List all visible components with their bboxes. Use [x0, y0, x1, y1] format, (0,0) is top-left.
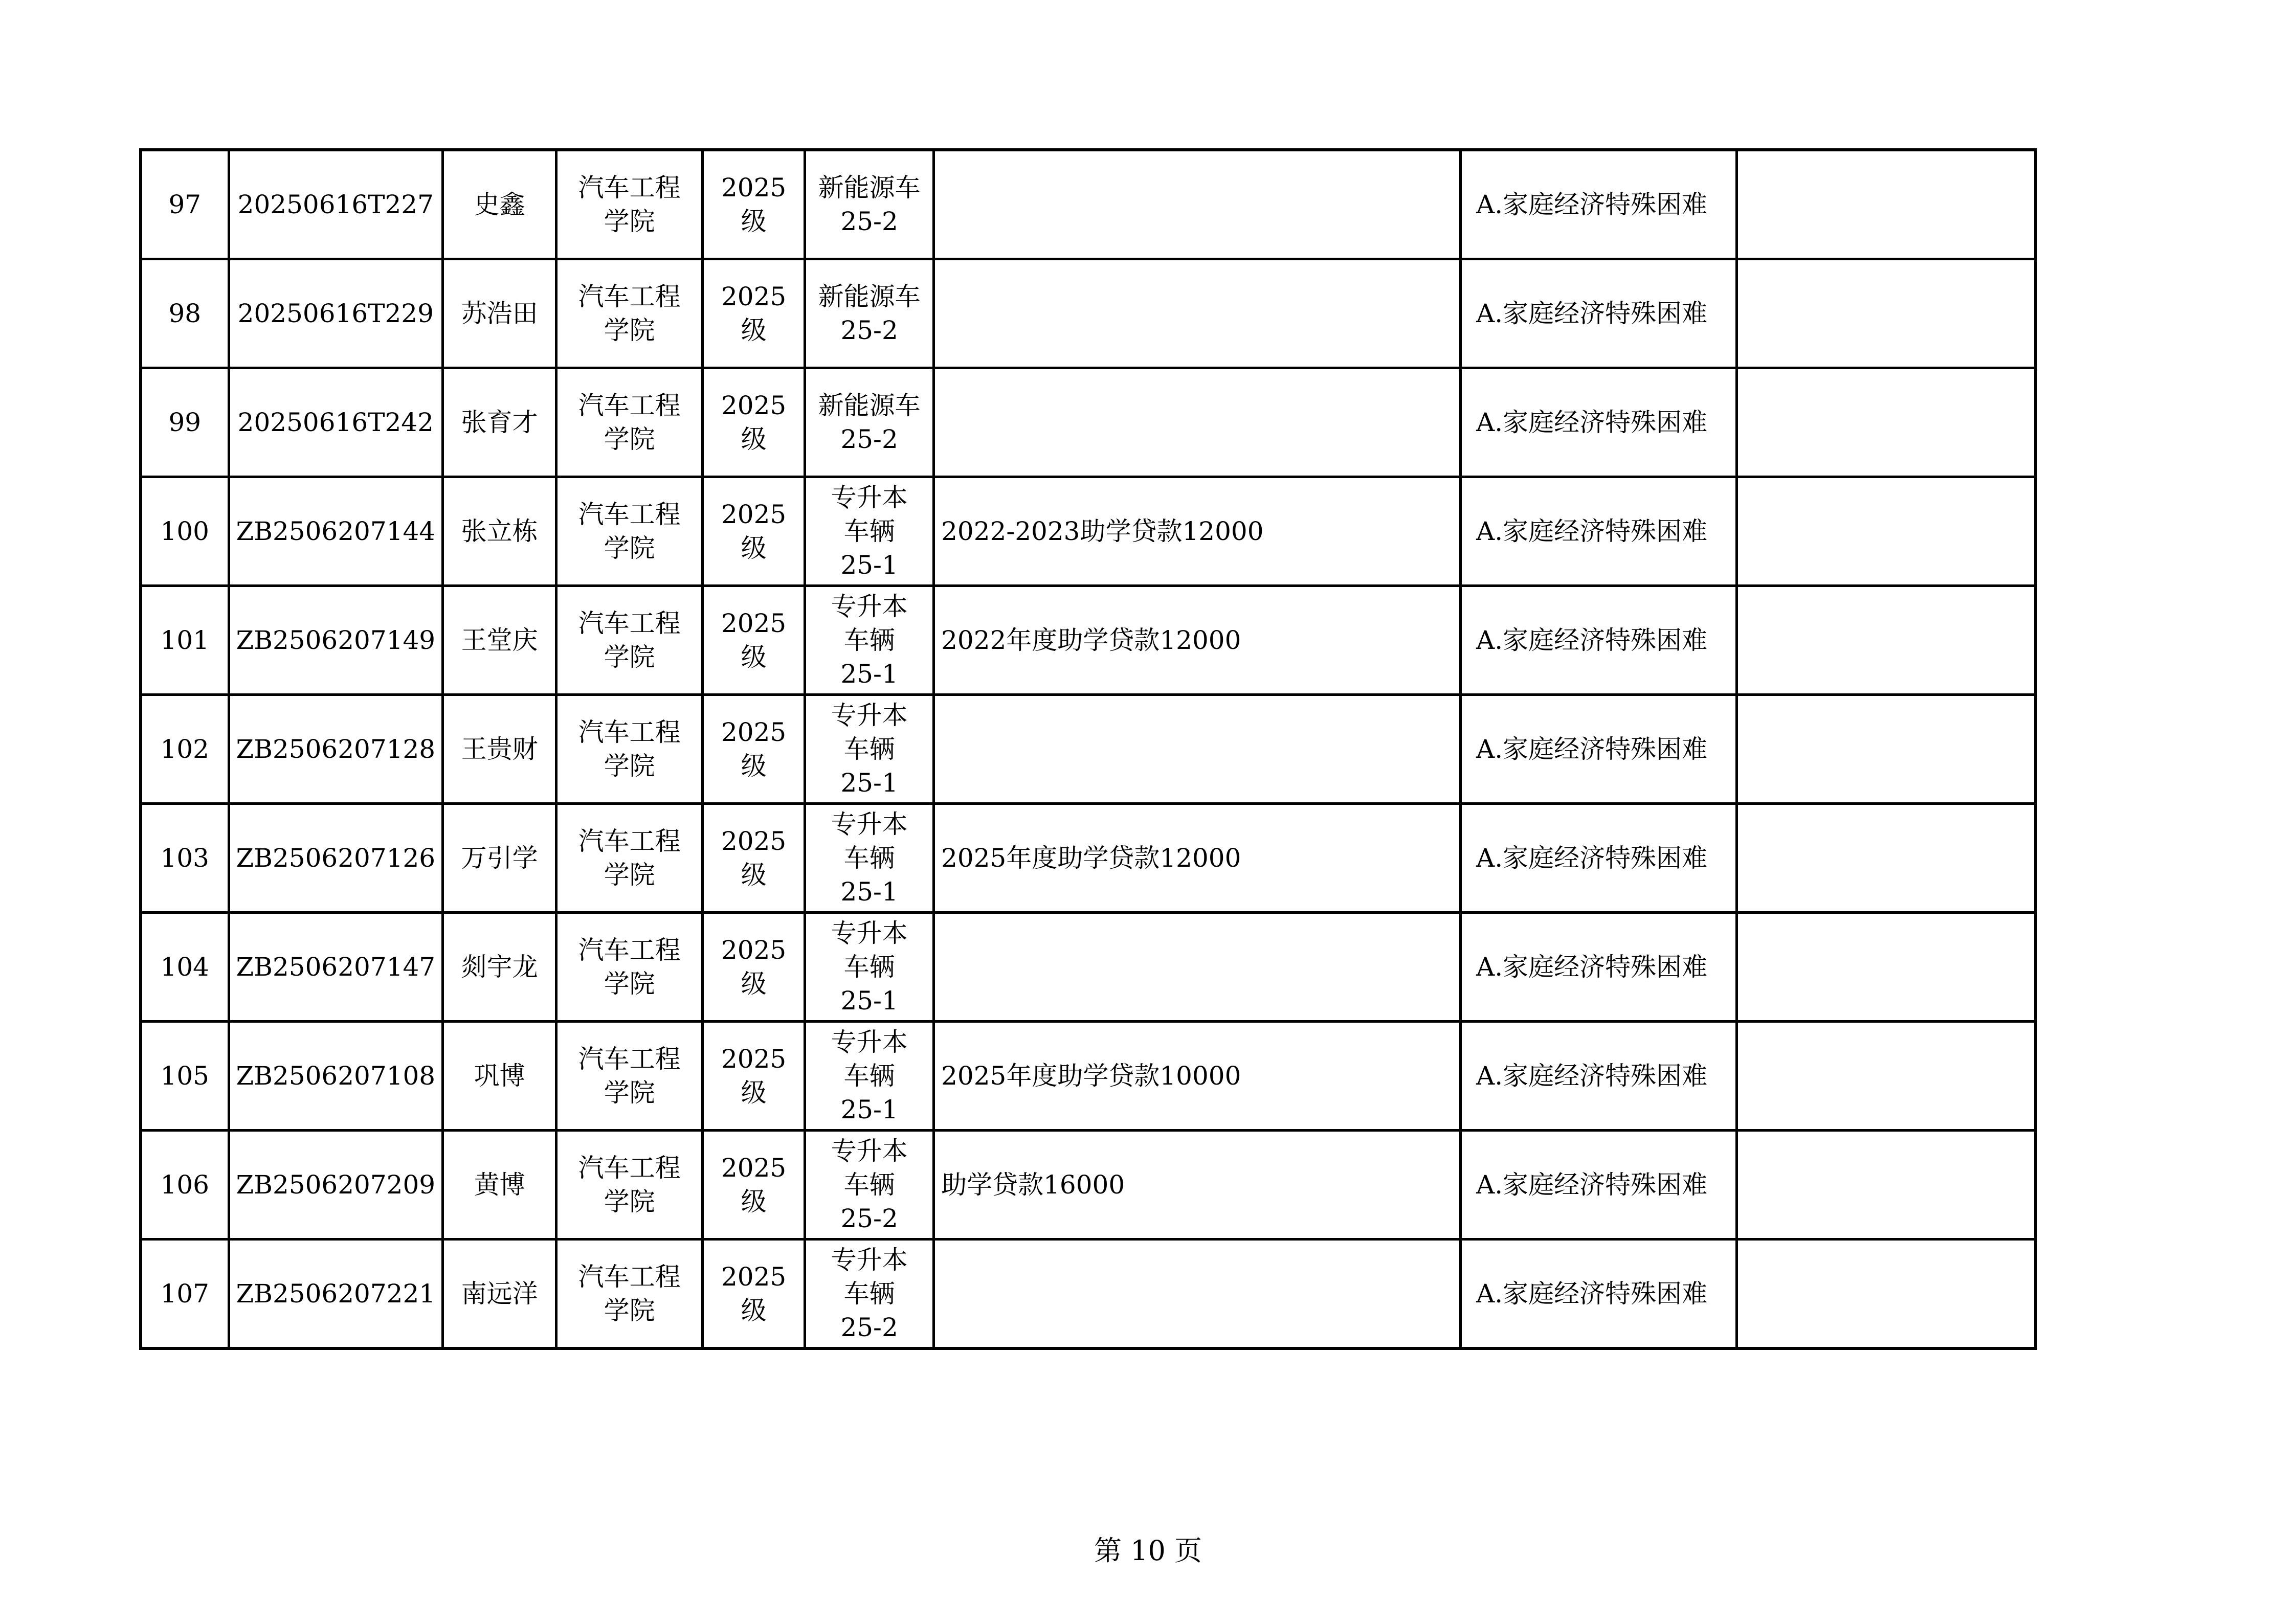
cell-remarks	[1737, 150, 2036, 259]
cell-remarks	[1737, 804, 2036, 913]
cell-grade: 2025级	[703, 259, 805, 368]
cell-serial-number: 98	[141, 259, 229, 368]
cell-college: 汽车工程 学院	[556, 1239, 703, 1349]
table-row	[141, 368, 2036, 477]
cell-difficulty-type: A.家庭经济特殊困难	[1461, 150, 1737, 259]
cell-student-name: 张立栋	[443, 477, 556, 586]
table-row	[141, 1131, 2036, 1239]
cell-loan-note	[934, 913, 1461, 1022]
cell-loan-note: 2022年度助学贷款12000	[934, 586, 1461, 695]
cell-grade: 2025级	[703, 1131, 805, 1239]
cell-grade: 2025级	[703, 150, 805, 259]
cell-difficulty-type: A.家庭经济特殊困难	[1461, 477, 1737, 586]
cell-difficulty-type: A.家庭经济特殊困难	[1461, 586, 1737, 695]
cell-college: 汽车工程 学院	[556, 477, 703, 586]
table-row	[141, 150, 2036, 259]
table-body	[141, 150, 2036, 1348]
cell-remarks	[1737, 259, 2036, 368]
cell-student-id: ZB2506207209	[229, 1131, 443, 1239]
cell-grade: 2025级	[703, 586, 805, 695]
cell-student-name: 剡宇龙	[443, 913, 556, 1022]
cell-remarks	[1737, 695, 2036, 804]
cell-class: 专升本 车辆 25-2	[805, 1131, 934, 1239]
cell-class: 新能源车 25-2	[805, 150, 934, 259]
cell-college: 汽车工程 学院	[556, 1131, 703, 1239]
cell-class: 专升本 车辆 25-1	[805, 477, 934, 586]
cell-class: 专升本 车辆 25-1	[805, 1022, 934, 1131]
cell-difficulty-type: A.家庭经济特殊困难	[1461, 368, 1737, 477]
cell-student-name: 史鑫	[443, 150, 556, 259]
cell-difficulty-type: A.家庭经济特殊困难	[1461, 913, 1737, 1022]
cell-remarks	[1737, 368, 2036, 477]
cell-student-id: ZB2506207149	[229, 586, 443, 695]
cell-serial-number: 104	[141, 913, 229, 1022]
cell-serial-number: 101	[141, 586, 229, 695]
cell-college: 汽车工程 学院	[556, 150, 703, 259]
cell-grade: 2025级	[703, 1239, 805, 1349]
cell-grade: 2025级	[703, 368, 805, 477]
table-row	[141, 586, 2036, 695]
cell-grade: 2025级	[703, 913, 805, 1022]
cell-college: 汽车工程 学院	[556, 1022, 703, 1131]
table-row	[141, 259, 2036, 368]
cell-loan-note	[934, 1239, 1461, 1349]
cell-serial-number: 102	[141, 695, 229, 804]
cell-serial-number: 103	[141, 804, 229, 913]
table-row	[141, 1239, 2036, 1349]
cell-grade: 2025级	[703, 477, 805, 586]
table-row	[141, 695, 2036, 804]
cell-difficulty-type: A.家庭经济特殊困难	[1461, 1239, 1737, 1349]
table-row	[141, 804, 2036, 913]
cell-difficulty-type: A.家庭经济特殊困难	[1461, 1131, 1737, 1239]
cell-loan-note	[934, 695, 1461, 804]
cell-remarks	[1737, 1131, 2036, 1239]
cell-difficulty-type: A.家庭经济特殊困难	[1461, 259, 1737, 368]
cell-grade: 2025级	[703, 804, 805, 913]
cell-remarks	[1737, 1239, 2036, 1349]
cell-loan-note	[934, 368, 1461, 477]
cell-serial-number: 99	[141, 368, 229, 477]
cell-grade: 2025级	[703, 1022, 805, 1131]
cell-student-name: 黄博	[443, 1131, 556, 1239]
cell-loan-note: 2025年度助学贷款10000	[934, 1022, 1461, 1131]
table-row	[141, 1022, 2036, 1131]
cell-student-id: ZB2506207108	[229, 1022, 443, 1131]
cell-remarks	[1737, 477, 2036, 586]
cell-college: 汽车工程 学院	[556, 586, 703, 695]
cell-student-name: 王贵财	[443, 695, 556, 804]
page-number: 第 10 页	[1094, 1535, 1202, 1567]
cell-class: 专升本 车辆 25-1	[805, 695, 934, 804]
cell-class: 专升本 车辆 25-1	[805, 804, 934, 913]
cell-college: 汽车工程 学院	[556, 913, 703, 1022]
cell-remarks	[1737, 1022, 2036, 1131]
cell-college: 汽车工程 学院	[556, 695, 703, 804]
cell-difficulty-type: A.家庭经济特殊困难	[1461, 804, 1737, 913]
cell-college: 汽车工程 学院	[556, 259, 703, 368]
cell-remarks	[1737, 913, 2036, 1022]
table-row	[141, 477, 2036, 586]
cell-student-id: 20250616T242	[229, 368, 443, 477]
cell-remarks	[1737, 586, 2036, 695]
cell-student-name: 南远洋	[443, 1239, 556, 1349]
cell-student-id: ZB2506207221	[229, 1239, 443, 1349]
cell-loan-note: 2025年度助学贷款12000	[934, 804, 1461, 913]
cell-loan-note	[934, 150, 1461, 259]
table-row	[141, 913, 2036, 1022]
cell-student-id: 20250616T227	[229, 150, 443, 259]
cell-difficulty-type: A.家庭经济特殊困难	[1461, 695, 1737, 804]
cell-class: 专升本 车辆 25-1	[805, 586, 934, 695]
cell-serial-number: 106	[141, 1131, 229, 1239]
cell-serial-number: 107	[141, 1239, 229, 1349]
cell-student-id: ZB2506207147	[229, 913, 443, 1022]
cell-serial-number: 97	[141, 150, 229, 259]
cell-student-name: 巩博	[443, 1022, 556, 1131]
cell-class: 新能源车 25-2	[805, 368, 934, 477]
cell-loan-note: 助学贷款16000	[934, 1131, 1461, 1239]
cell-serial-number: 105	[141, 1022, 229, 1131]
cell-student-id: ZB2506207128	[229, 695, 443, 804]
cell-class: 新能源车 25-2	[805, 259, 934, 368]
cell-student-id: ZB2506207126	[229, 804, 443, 913]
cell-college: 汽车工程 学院	[556, 804, 703, 913]
cell-loan-note: 2022-2023助学贷款12000	[934, 477, 1461, 586]
cell-grade: 2025级	[703, 695, 805, 804]
cell-loan-note	[934, 259, 1461, 368]
cell-class: 专升本 车辆 25-2	[805, 1239, 934, 1349]
cell-serial-number: 100	[141, 477, 229, 586]
cell-difficulty-type: A.家庭经济特殊困难	[1461, 1022, 1737, 1131]
student-list-table	[139, 148, 2037, 1350]
cell-student-name: 王堂庆	[443, 586, 556, 695]
cell-class: 专升本 车辆 25-1	[805, 913, 934, 1022]
cell-student-name: 万引学	[443, 804, 556, 913]
cell-student-name: 苏浩田	[443, 259, 556, 368]
cell-student-id: ZB2506207144	[229, 477, 443, 586]
cell-student-id: 20250616T229	[229, 259, 443, 368]
cell-college: 汽车工程 学院	[556, 368, 703, 477]
cell-student-name: 张育才	[443, 368, 556, 477]
